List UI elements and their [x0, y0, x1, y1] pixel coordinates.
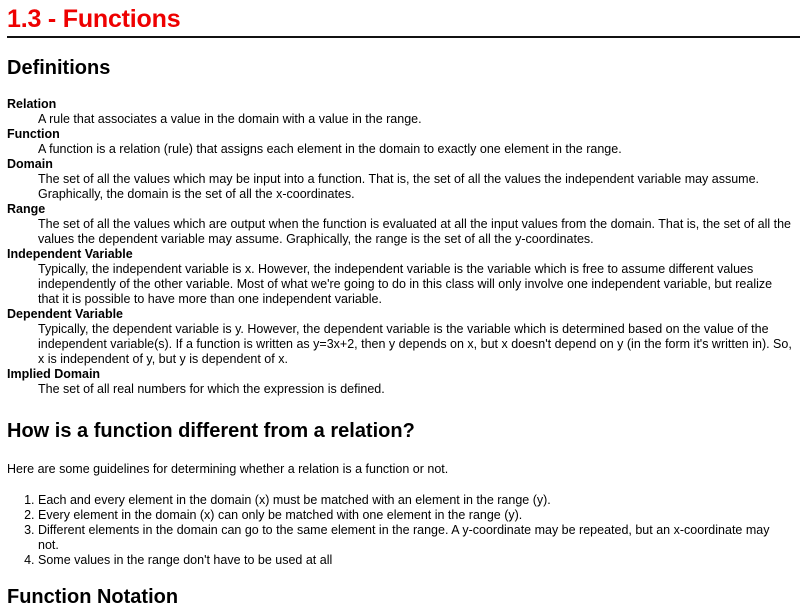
definition-term: Range: [7, 202, 46, 216]
guidelines-list: [7, 493, 800, 568]
definition-term: Relation: [7, 97, 57, 111]
definition-term: Independent Variable: [7, 247, 133, 261]
definition-term: Domain: [7, 157, 53, 171]
guideline-item: 3. Different elements in the domain can go to the same element in the range. A y-coordinate may be repeated, but an x-coordinate may not.: [38, 523, 800, 553]
definition-term: Function: [7, 127, 60, 141]
guideline-item: 4. Some values in the range don't have to be used at all: [38, 553, 800, 568]
difference-intro: Here are some guidelines for determining whether a relation is a function or not.: [7, 462, 449, 476]
page-title: 1.3 - Functions: [7, 5, 181, 33]
definitions-heading: Definitions: [7, 57, 111, 79]
definition-text: The set of all the values which are output when the function is evaluated at all the input values from the domain. That is, the set of all the values the dependent variable may assume. Graphically, the range is the set of all the y-coordinates.: [38, 217, 791, 246]
definition-text: A function is a relation (rule) that assigns each element in the domain to exactly one element in the range.: [38, 142, 622, 156]
definition-text: The set of all the values which may be input into a function. That is, the set of all the values the independent variable may assume. Graphically, the domain is the set of all the x-coordinates.: [38, 172, 760, 201]
notation-heading: Function Notation: [7, 586, 179, 608]
guideline-item: 1. Each and every element in the domain (x) must be matched with an element in the range (y).: [38, 493, 800, 508]
definitions-list: [7, 97, 800, 397]
definition-text: A rule that associates a value in the domain with a value in the range.: [38, 112, 422, 126]
definition-text: Typically, the dependent variable is y. However, the dependent variable is the variable which is determined based on the value of the independent variable(s). If a function is written as y=3x+2, then y depends on x, but x doesn't depend on y (in the form it's written in). So, x is independent of y, but y is dependent of x.: [38, 322, 792, 366]
definition-term: Dependent Variable: [7, 307, 124, 321]
definition-text: The set of all real numbers for which the expression is defined.: [38, 382, 385, 396]
definition-term: Implied Domain: [7, 367, 101, 381]
definition-text: Typically, the independent variable is x. However, the independent variable is the variable which is free to assume different values independently of the other variable. Most of what we're going to do in this class will only involve one independent variable, but realize that it is possible to have more than one independent variable.: [38, 262, 773, 306]
guideline-item: 2. Every element in the domain (x) can only be matched with one element in the range (y).: [38, 508, 800, 523]
difference-heading: How is a function different from a relation?: [7, 420, 415, 442]
